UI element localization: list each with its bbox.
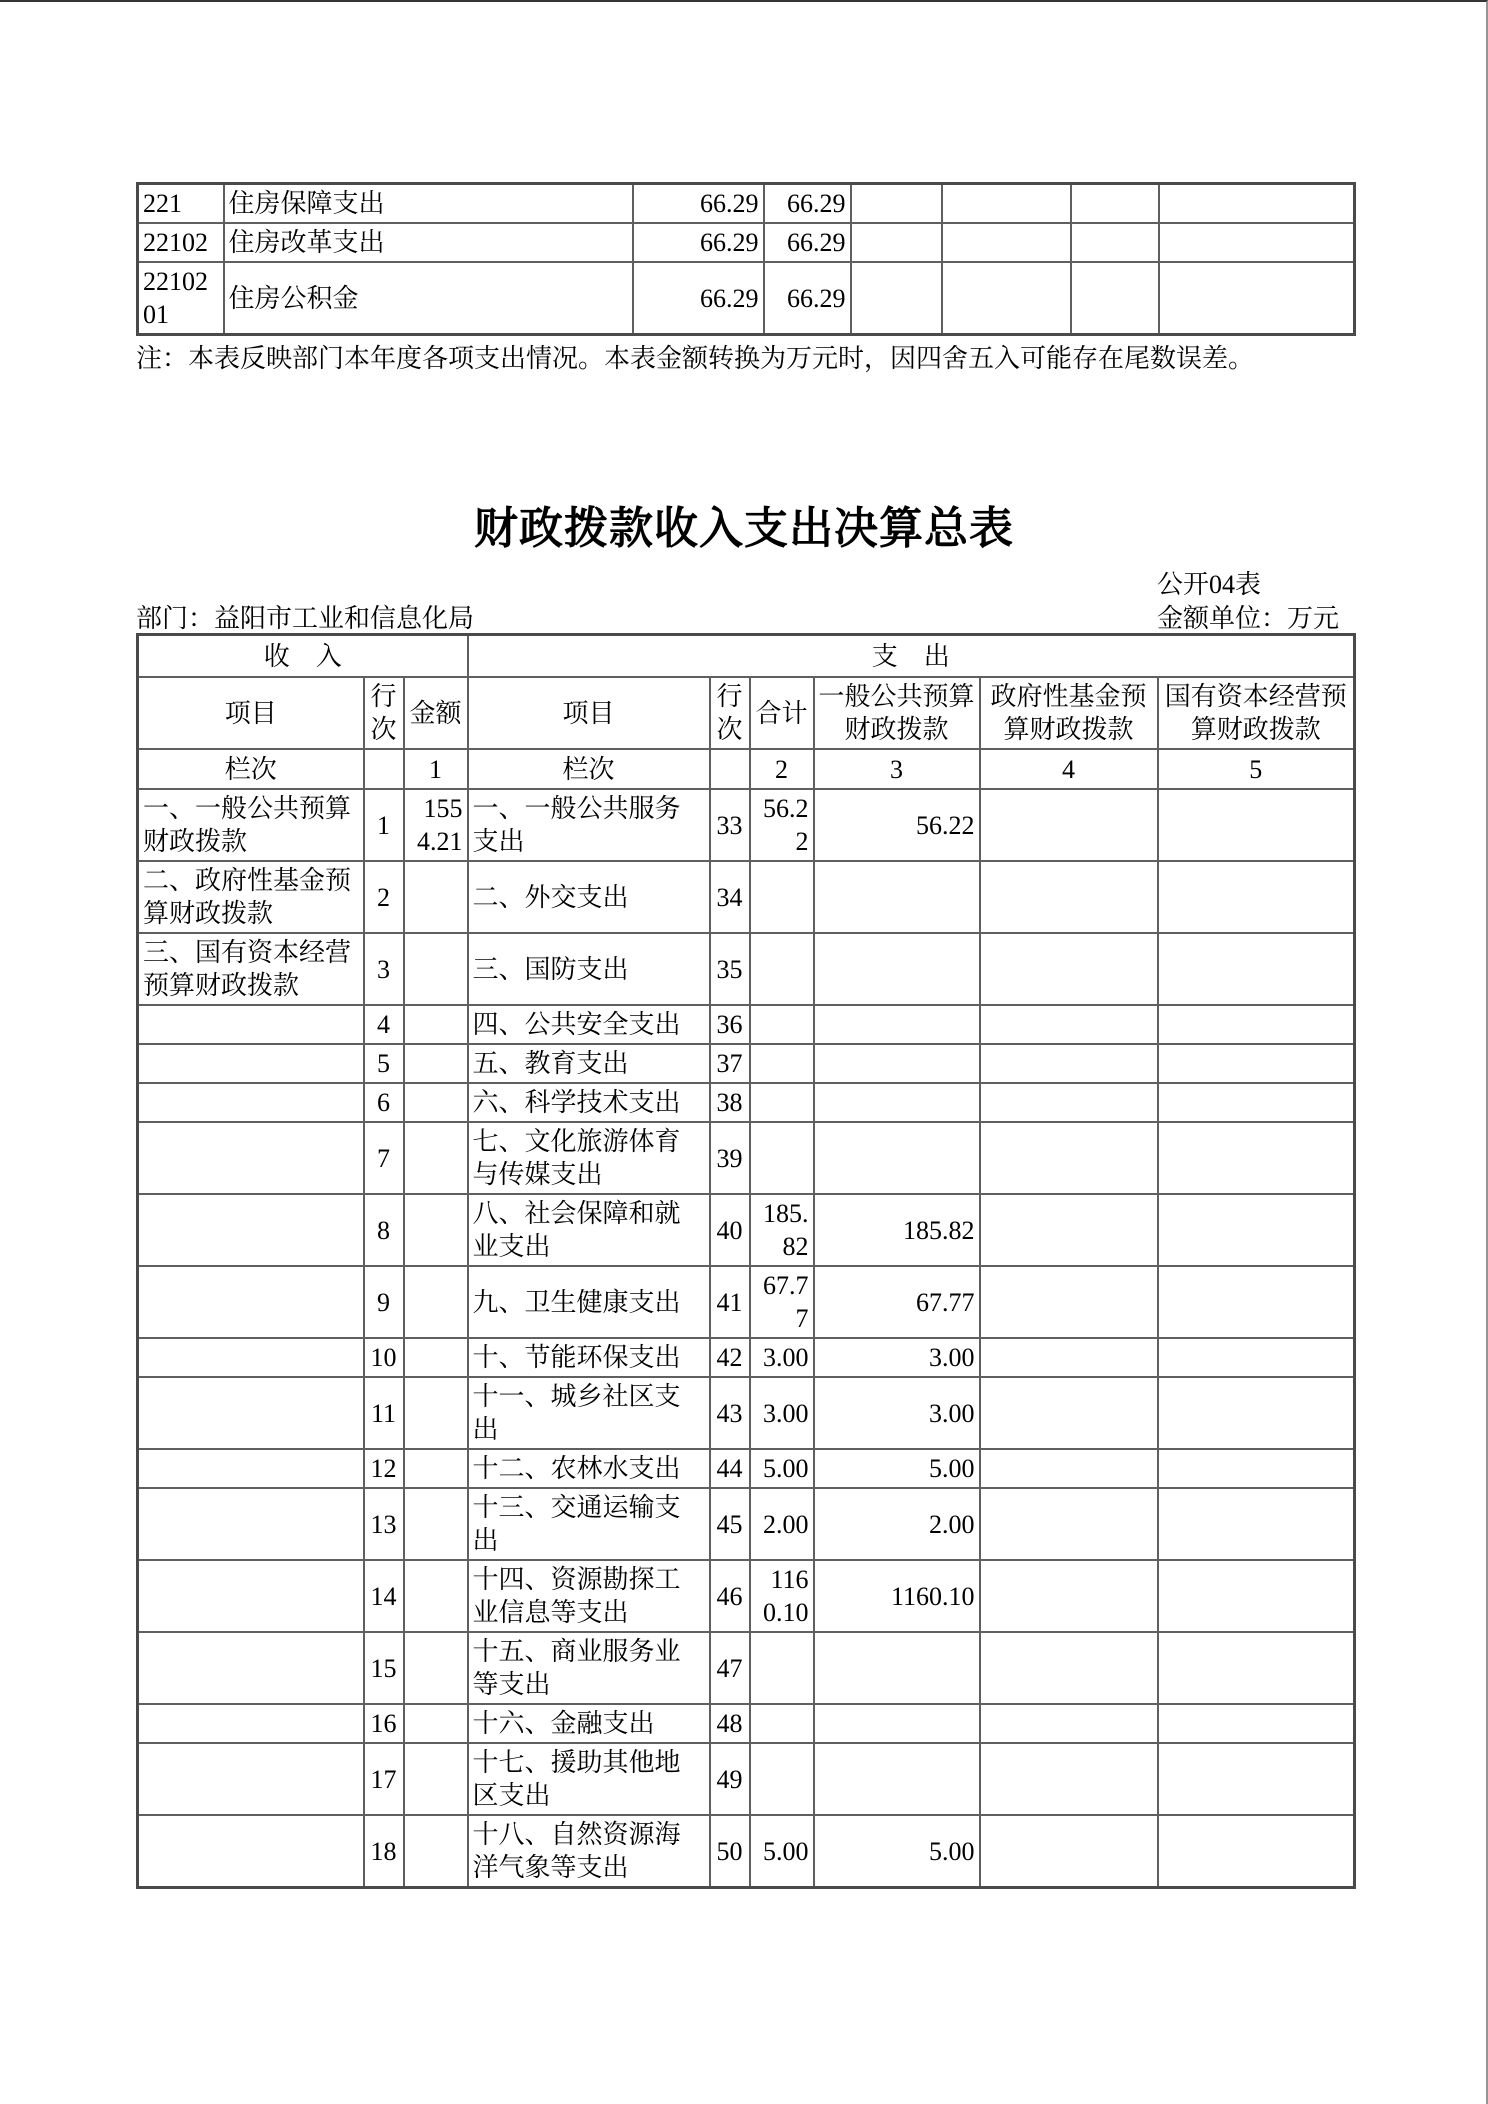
gov-fund-cell (980, 1560, 1158, 1632)
state-capital-cell (1158, 1338, 1355, 1377)
main-table-row (138, 1815, 1355, 1888)
main-table-row (138, 789, 1355, 861)
main-table-row (138, 1122, 1355, 1194)
income-item-cell: 一、一般公共预算财政拨款 (138, 789, 364, 861)
income-item-header: 项目 (138, 677, 364, 749)
expense-line-cell: 49 (710, 1743, 750, 1815)
gov-fund-cell (980, 1743, 1158, 1815)
general-budget-index: 3 (814, 749, 980, 789)
expense-item-header: 项目 (468, 677, 710, 749)
table-code-label: 公开04表 (1157, 570, 1262, 599)
gov-fund-cell (980, 1044, 1158, 1083)
empty-cell (1159, 184, 1355, 224)
main-table-row (138, 1560, 1355, 1632)
income-item-cell: 二、政府性基金预算财政拨款 (138, 861, 364, 933)
general-budget-cell (814, 861, 980, 933)
total-cell (750, 1122, 814, 1194)
state-capital-cell (1158, 1083, 1355, 1122)
income-line-cell: 13 (364, 1488, 404, 1560)
state-capital-cell (1158, 1377, 1355, 1449)
department-label: 部门：益阳市工业和信息化局 (136, 604, 475, 633)
income-item-cell (138, 1488, 364, 1560)
state-capital-cell (1158, 1743, 1355, 1815)
empty-cell (942, 184, 1071, 224)
general-budget-cell (814, 1044, 980, 1083)
main-table-row (138, 1632, 1355, 1704)
gov-fund-cell (980, 1122, 1158, 1194)
state-capital-cell (1158, 1266, 1355, 1338)
income-line-cell: 8 (364, 1194, 404, 1266)
income-item-cell (138, 1743, 364, 1815)
total-cell: 185.82 (750, 1194, 814, 1266)
income-amount-cell (404, 1449, 468, 1488)
expense-item-cell: 十二、农林水支出 (468, 1449, 710, 1488)
state-capital-cell (1158, 861, 1355, 933)
continuation-row (138, 223, 1355, 262)
general-budget-cell: 5.00 (814, 1815, 980, 1888)
general-budget-cell: 3.00 (814, 1338, 980, 1377)
income-line-cell: 16 (364, 1704, 404, 1743)
expense-line-cell: 35 (710, 933, 750, 1005)
subject-code-cell: 2210201 (138, 262, 224, 335)
gov-fund-cell (980, 1488, 1158, 1560)
general-budget-cell: 2.00 (814, 1488, 980, 1560)
income-item-cell (138, 1449, 364, 1488)
expense-line-cell: 38 (710, 1083, 750, 1122)
amount-cell-1: 66.29 (633, 262, 764, 335)
expense-item-cell: 八、社会保障和就业支出 (468, 1194, 710, 1266)
empty-cell (942, 223, 1071, 262)
income-line-cell: 12 (364, 1449, 404, 1488)
gov-fund-cell (980, 1266, 1158, 1338)
main-table-row (138, 1194, 1355, 1266)
state-capital-cell (1158, 1194, 1355, 1266)
total-cell: 1160.10 (750, 1560, 814, 1632)
main-table-row (138, 933, 1355, 1005)
total-cell: 3.00 (750, 1377, 814, 1449)
page-title: 财政拨款收入支出决算总表 (474, 504, 1014, 553)
main-table-row (138, 1488, 1355, 1560)
income-item-cell: 三、国有资本经营预算财政拨款 (138, 933, 364, 1005)
total-header: 合计 (750, 677, 814, 749)
expense-line-cell: 44 (710, 1449, 750, 1488)
income-amount-cell (404, 1044, 468, 1083)
general-budget-cell (814, 1005, 980, 1044)
empty-cell (1159, 262, 1355, 335)
income-item-cell (138, 1044, 364, 1083)
empty-cell (851, 262, 942, 335)
total-cell (750, 1044, 814, 1083)
total-cell: 56.22 (750, 789, 814, 861)
section-header-row (138, 635, 1355, 678)
gov-fund-header: 政府性基金预算财政拨款 (980, 677, 1158, 749)
expense-line-cell: 41 (710, 1266, 750, 1338)
income-line-cell: 6 (364, 1083, 404, 1122)
expense-line-cell: 45 (710, 1488, 750, 1560)
gov-fund-cell (980, 1194, 1158, 1266)
main-table-row (138, 1005, 1355, 1044)
income-line-cell: 11 (364, 1377, 404, 1449)
main-table-row (138, 1044, 1355, 1083)
income-amount-cell (404, 1122, 468, 1194)
state-capital-cell (1158, 1044, 1355, 1083)
total-cell (750, 1083, 814, 1122)
income-item-cell (138, 1815, 364, 1888)
total-cell (750, 1704, 814, 1743)
table-note: 注：本表反映部门本年度各项支出情况。本表金额转换为万元时，因四舍五入可能存在尾数误差。 (136, 344, 1255, 373)
main-table-row (138, 861, 1355, 933)
state-capital-cell (1158, 1488, 1355, 1560)
expense-line-cell: 42 (710, 1338, 750, 1377)
income-item-cell (138, 1083, 364, 1122)
main-table-row (138, 1377, 1355, 1449)
income-item-cell (138, 1266, 364, 1338)
expense-item-cell: 七、文化旅游体育与传媒支出 (468, 1122, 710, 1194)
expense-line-cell: 43 (710, 1377, 750, 1449)
main-table-row (138, 1083, 1355, 1122)
empty-cell (1071, 184, 1159, 224)
main-table-row (138, 1704, 1355, 1743)
gov-fund-cell (980, 1377, 1158, 1449)
general-budget-cell: 3.00 (814, 1377, 980, 1449)
gov-fund-cell (980, 1632, 1158, 1704)
income-amount-cell (404, 1560, 468, 1632)
state-capital-index: 5 (1158, 749, 1355, 789)
column-index-row (138, 749, 1355, 789)
state-capital-cell (1158, 933, 1355, 1005)
empty-cell (1159, 223, 1355, 262)
income-line-cell: 15 (364, 1632, 404, 1704)
gov-fund-cell (980, 1449, 1158, 1488)
expense-line-cell: 48 (710, 1704, 750, 1743)
general-budget-cell: 1160.10 (814, 1560, 980, 1632)
total-cell: 2.00 (750, 1488, 814, 1560)
income-amount-cell (404, 1632, 468, 1704)
expense-item-cell: 十三、交通运输支出 (468, 1488, 710, 1560)
gov-fund-index: 4 (980, 749, 1158, 789)
expense-item-index: 栏次 (468, 749, 710, 789)
income-amount-cell (404, 1377, 468, 1449)
gov-fund-cell (980, 861, 1158, 933)
general-budget-cell (814, 1122, 980, 1194)
state-capital-cell (1158, 1632, 1355, 1704)
income-amount-cell (404, 1266, 468, 1338)
expense-item-cell: 十四、资源勘探工业信息等支出 (468, 1560, 710, 1632)
income-item-cell (138, 1560, 364, 1632)
income-section-header: 收 入 (138, 635, 468, 678)
amount-cell-1: 66.29 (633, 184, 764, 224)
general-budget-cell: 67.77 (814, 1266, 980, 1338)
empty-cell (1071, 262, 1159, 335)
income-line-cell: 14 (364, 1560, 404, 1632)
unit-label: 金额单位：万元 (1157, 604, 1340, 633)
general-budget-cell (814, 1704, 980, 1743)
general-budget-cell: 5.00 (814, 1449, 980, 1488)
total-cell: 5.00 (750, 1815, 814, 1888)
income-amount-index: 1 (404, 749, 468, 789)
general-budget-header: 一般公共预算财政拨款 (814, 677, 980, 749)
expense-line-cell: 37 (710, 1044, 750, 1083)
expense-item-cell: 四、公共安全支出 (468, 1005, 710, 1044)
subject-name-cell: 住房公积金 (224, 262, 633, 335)
expense-item-cell: 十、节能环保支出 (468, 1338, 710, 1377)
state-capital-cell (1158, 1560, 1355, 1632)
income-line-cell: 17 (364, 1743, 404, 1815)
continuation-expenditure-table (136, 182, 1356, 336)
income-line-cell: 7 (364, 1122, 404, 1194)
expense-item-cell: 十一、城乡社区支出 (468, 1377, 710, 1449)
continuation-row (138, 184, 1355, 224)
total-cell: 3.00 (750, 1338, 814, 1377)
expense-line-cell: 36 (710, 1005, 750, 1044)
income-amount-cell (404, 1338, 468, 1377)
income-line-cell: 9 (364, 1266, 404, 1338)
state-capital-cell (1158, 789, 1355, 861)
income-line-cell: 4 (364, 1005, 404, 1044)
continuation-row (138, 262, 1355, 335)
income-amount-cell (404, 861, 468, 933)
income-item-cell (138, 1704, 364, 1743)
expense-item-cell: 二、外交支出 (468, 861, 710, 933)
income-line-index (364, 749, 404, 789)
expense-item-cell: 六、科学技术支出 (468, 1083, 710, 1122)
main-table-row (138, 1338, 1355, 1377)
general-budget-cell (814, 1083, 980, 1122)
income-line-cell: 1 (364, 789, 404, 861)
gov-fund-cell (980, 1704, 1158, 1743)
expense-line-cell: 46 (710, 1560, 750, 1632)
state-capital-cell (1158, 1122, 1355, 1194)
empty-cell (1071, 223, 1159, 262)
general-budget-cell (814, 933, 980, 1005)
expense-item-cell: 十六、金融支出 (468, 1704, 710, 1743)
gov-fund-cell (980, 933, 1158, 1005)
expense-line-index (710, 749, 750, 789)
expense-item-cell: 五、教育支出 (468, 1044, 710, 1083)
state-capital-cell (1158, 1815, 1355, 1888)
total-cell (750, 861, 814, 933)
expense-item-cell: 三、国防支出 (468, 933, 710, 1005)
empty-cell (851, 223, 942, 262)
income-item-cell (138, 1005, 364, 1044)
income-item-cell (138, 1632, 364, 1704)
state-capital-header: 国有资本经营预算财政拨款 (1158, 677, 1355, 749)
main-table-row (138, 1743, 1355, 1815)
income-amount-cell (404, 1743, 468, 1815)
total-cell (750, 1632, 814, 1704)
income-amount-cell (404, 1704, 468, 1743)
income-amount-cell (404, 933, 468, 1005)
income-line-cell: 3 (364, 933, 404, 1005)
expense-line-cell: 47 (710, 1632, 750, 1704)
state-capital-cell (1158, 1449, 1355, 1488)
empty-cell (942, 262, 1071, 335)
general-budget-cell: 185.82 (814, 1194, 980, 1266)
income-amount-header: 金额 (404, 677, 468, 749)
income-amount-cell (404, 1005, 468, 1044)
empty-cell (851, 184, 942, 224)
amount-cell-2: 66.29 (764, 184, 851, 224)
income-amount-cell (404, 1194, 468, 1266)
main-table-row (138, 1449, 1355, 1488)
subject-name-cell: 住房改革支出 (224, 223, 633, 262)
expense-line-header: 行次 (710, 677, 750, 749)
main-table-row (138, 1266, 1355, 1338)
amount-cell-2: 66.29 (764, 223, 851, 262)
expense-line-cell: 34 (710, 861, 750, 933)
general-budget-cell (814, 1632, 980, 1704)
income-line-header: 行次 (364, 677, 404, 749)
income-item-cell (138, 1194, 364, 1266)
total-cell: 5.00 (750, 1449, 814, 1488)
income-item-cell (138, 1338, 364, 1377)
gov-fund-cell (980, 1083, 1158, 1122)
income-line-cell: 10 (364, 1338, 404, 1377)
income-line-cell: 2 (364, 861, 404, 933)
income-line-cell: 18 (364, 1815, 404, 1888)
subject-code-cell: 22102 (138, 223, 224, 262)
gov-fund-cell (980, 789, 1158, 861)
total-cell (750, 1005, 814, 1044)
gov-fund-cell (980, 1338, 1158, 1377)
general-budget-cell: 56.22 (814, 789, 980, 861)
fiscal-summary-table (136, 633, 1356, 1889)
gov-fund-cell (980, 1005, 1158, 1044)
income-amount-cell (404, 1815, 468, 1888)
state-capital-cell (1158, 1704, 1355, 1743)
state-capital-cell (1158, 1005, 1355, 1044)
income-item-index: 栏次 (138, 749, 364, 789)
expense-item-cell: 一、一般公共服务支出 (468, 789, 710, 861)
total-cell: 67.77 (750, 1266, 814, 1338)
expense-item-cell: 九、卫生健康支出 (468, 1266, 710, 1338)
expense-line-cell: 40 (710, 1194, 750, 1266)
income-amount-cell (404, 1488, 468, 1560)
gov-fund-cell (980, 1815, 1158, 1888)
expense-item-cell: 十七、援助其他地区支出 (468, 1743, 710, 1815)
expense-section-header: 支 出 (468, 635, 1355, 678)
amount-cell-2: 66.29 (764, 262, 851, 335)
general-budget-cell (814, 1743, 980, 1815)
income-amount-cell (404, 1083, 468, 1122)
income-amount-cell: 1554.21 (404, 789, 468, 861)
income-item-cell (138, 1377, 364, 1449)
income-line-cell: 5 (364, 1044, 404, 1083)
expense-line-cell: 50 (710, 1815, 750, 1888)
column-header-row (138, 677, 1355, 749)
subject-code-cell: 221 (138, 184, 224, 224)
total-index: 2 (750, 749, 814, 789)
expense-item-cell: 十五、商业服务业等支出 (468, 1632, 710, 1704)
expense-line-cell: 33 (710, 789, 750, 861)
expense-item-cell: 十八、自然资源海洋气象等支出 (468, 1815, 710, 1888)
subject-name-cell: 住房保障支出 (224, 184, 633, 224)
total-cell (750, 933, 814, 1005)
amount-cell-1: 66.29 (633, 223, 764, 262)
expense-line-cell: 39 (710, 1122, 750, 1194)
total-cell (750, 1743, 814, 1815)
income-item-cell (138, 1122, 364, 1194)
